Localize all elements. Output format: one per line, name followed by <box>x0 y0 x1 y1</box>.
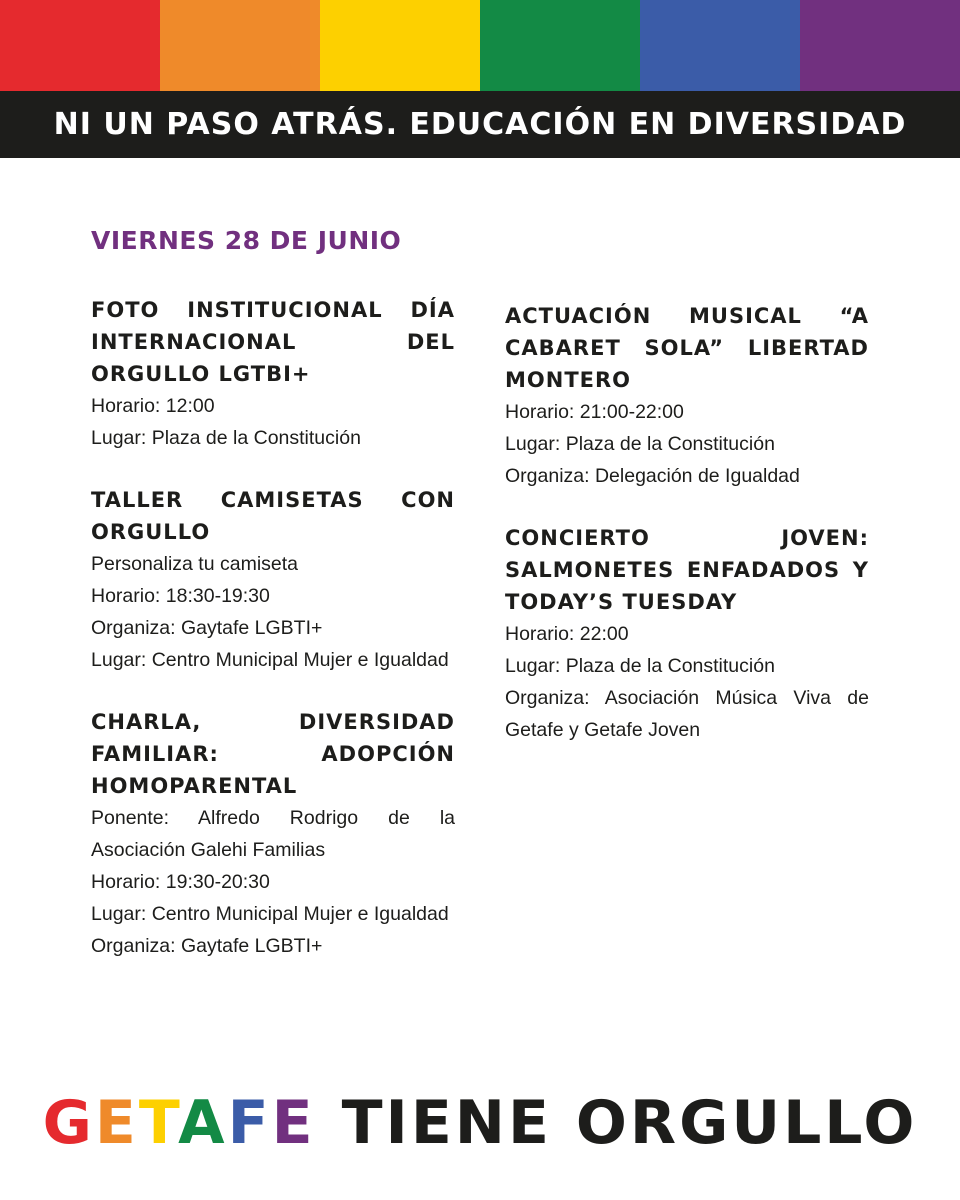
footer-getafe-letter: G <box>42 1088 95 1158</box>
footer-rest-text: TIENE ORGULLO <box>341 1088 918 1158</box>
rainbow-stripe <box>480 0 640 91</box>
event-detail-line: Organiza: Asociación Música Viva de Getafe y Getafe Joven <box>505 687 869 741</box>
event-detail-line: Lugar: Plaza de la Constitución <box>91 427 361 449</box>
event-title: FOTO INSTITUCIONAL DÍA INTERNACIONAL DEL ORGULLO LGTBI+ <box>91 298 455 386</box>
footer-getafe-letter: E <box>94 1088 139 1158</box>
rainbow-stripe <box>640 0 800 91</box>
event-title: CHARLA, DIVERSIDAD FAMILIAR: ADOPCIÓN HOMOPARENTAL <box>91 710 455 798</box>
footer-getafe-word <box>43 1088 316 1158</box>
event-detail-line: Horario: 22:00 <box>505 623 629 645</box>
event-block <box>505 522 869 746</box>
header-banner <box>0 91 960 158</box>
rainbow-stripe <box>160 0 320 91</box>
banner-title: NI UN PASO ATRÁS. EDUCACIÓN EN DIVERSIDAD <box>53 107 907 142</box>
rainbow-stripe <box>320 0 480 91</box>
event-detail-line: Lugar: Plaza de la Constitución <box>505 655 775 677</box>
event-detail-line: Organiza: Gaytafe LGBTI+ <box>91 935 323 957</box>
footer-getafe-letter: T <box>138 1088 179 1158</box>
events-column-right <box>505 300 869 776</box>
rainbow-stripe-bar <box>0 0 960 91</box>
footer-getafe-letter: F <box>227 1088 272 1158</box>
event-block <box>505 300 869 492</box>
event-block <box>91 484 455 676</box>
footer-getafe-letter: A <box>178 1088 228 1158</box>
event-title: ACTUACIÓN MUSICAL “A CABARET SOLA” LIBERTAD MONTERO <box>505 304 869 392</box>
event-detail-line: Organiza: Gaytafe LGBTI+ <box>91 617 323 639</box>
event-title: CONCIERTO JOVEN: SALMONETES ENFADADOS Y TODAY’S TUESDAY <box>505 526 869 614</box>
event-block <box>91 294 455 454</box>
event-detail-line: Lugar: Centro Municipal Mujer e Igualdad <box>91 649 449 671</box>
event-detail-line: Lugar: Centro Municipal Mujer e Igualdad <box>91 903 449 925</box>
event-detail-line: Personaliza tu camiseta <box>91 553 299 575</box>
event-detail-line: Ponente: Alfredo Rodrigo de la Asociación Galehi Familias <box>91 807 455 861</box>
day-title: VIERNES 28 DE JUNIO <box>91 226 402 255</box>
footer-slogan <box>0 1088 960 1158</box>
rainbow-stripe <box>800 0 960 91</box>
event-title: TALLER CAMISETAS CON ORGULLO <box>91 488 455 544</box>
event-block <box>91 706 455 962</box>
event-detail-line: Horario: 21:00-22:00 <box>505 401 684 423</box>
footer-getafe-letter: E <box>271 1088 316 1158</box>
event-detail-line: Horario: 19:30-20:30 <box>91 871 270 893</box>
events-column-left <box>91 294 455 992</box>
event-detail-line: Organiza: Delegación de Igualdad <box>505 465 800 487</box>
event-detail-line: Lugar: Plaza de la Constitución <box>505 433 775 455</box>
event-detail-line: Horario: 18:30-19:30 <box>91 585 270 607</box>
event-detail-line: Horario: 12:00 <box>91 395 215 417</box>
rainbow-stripe <box>0 0 160 91</box>
